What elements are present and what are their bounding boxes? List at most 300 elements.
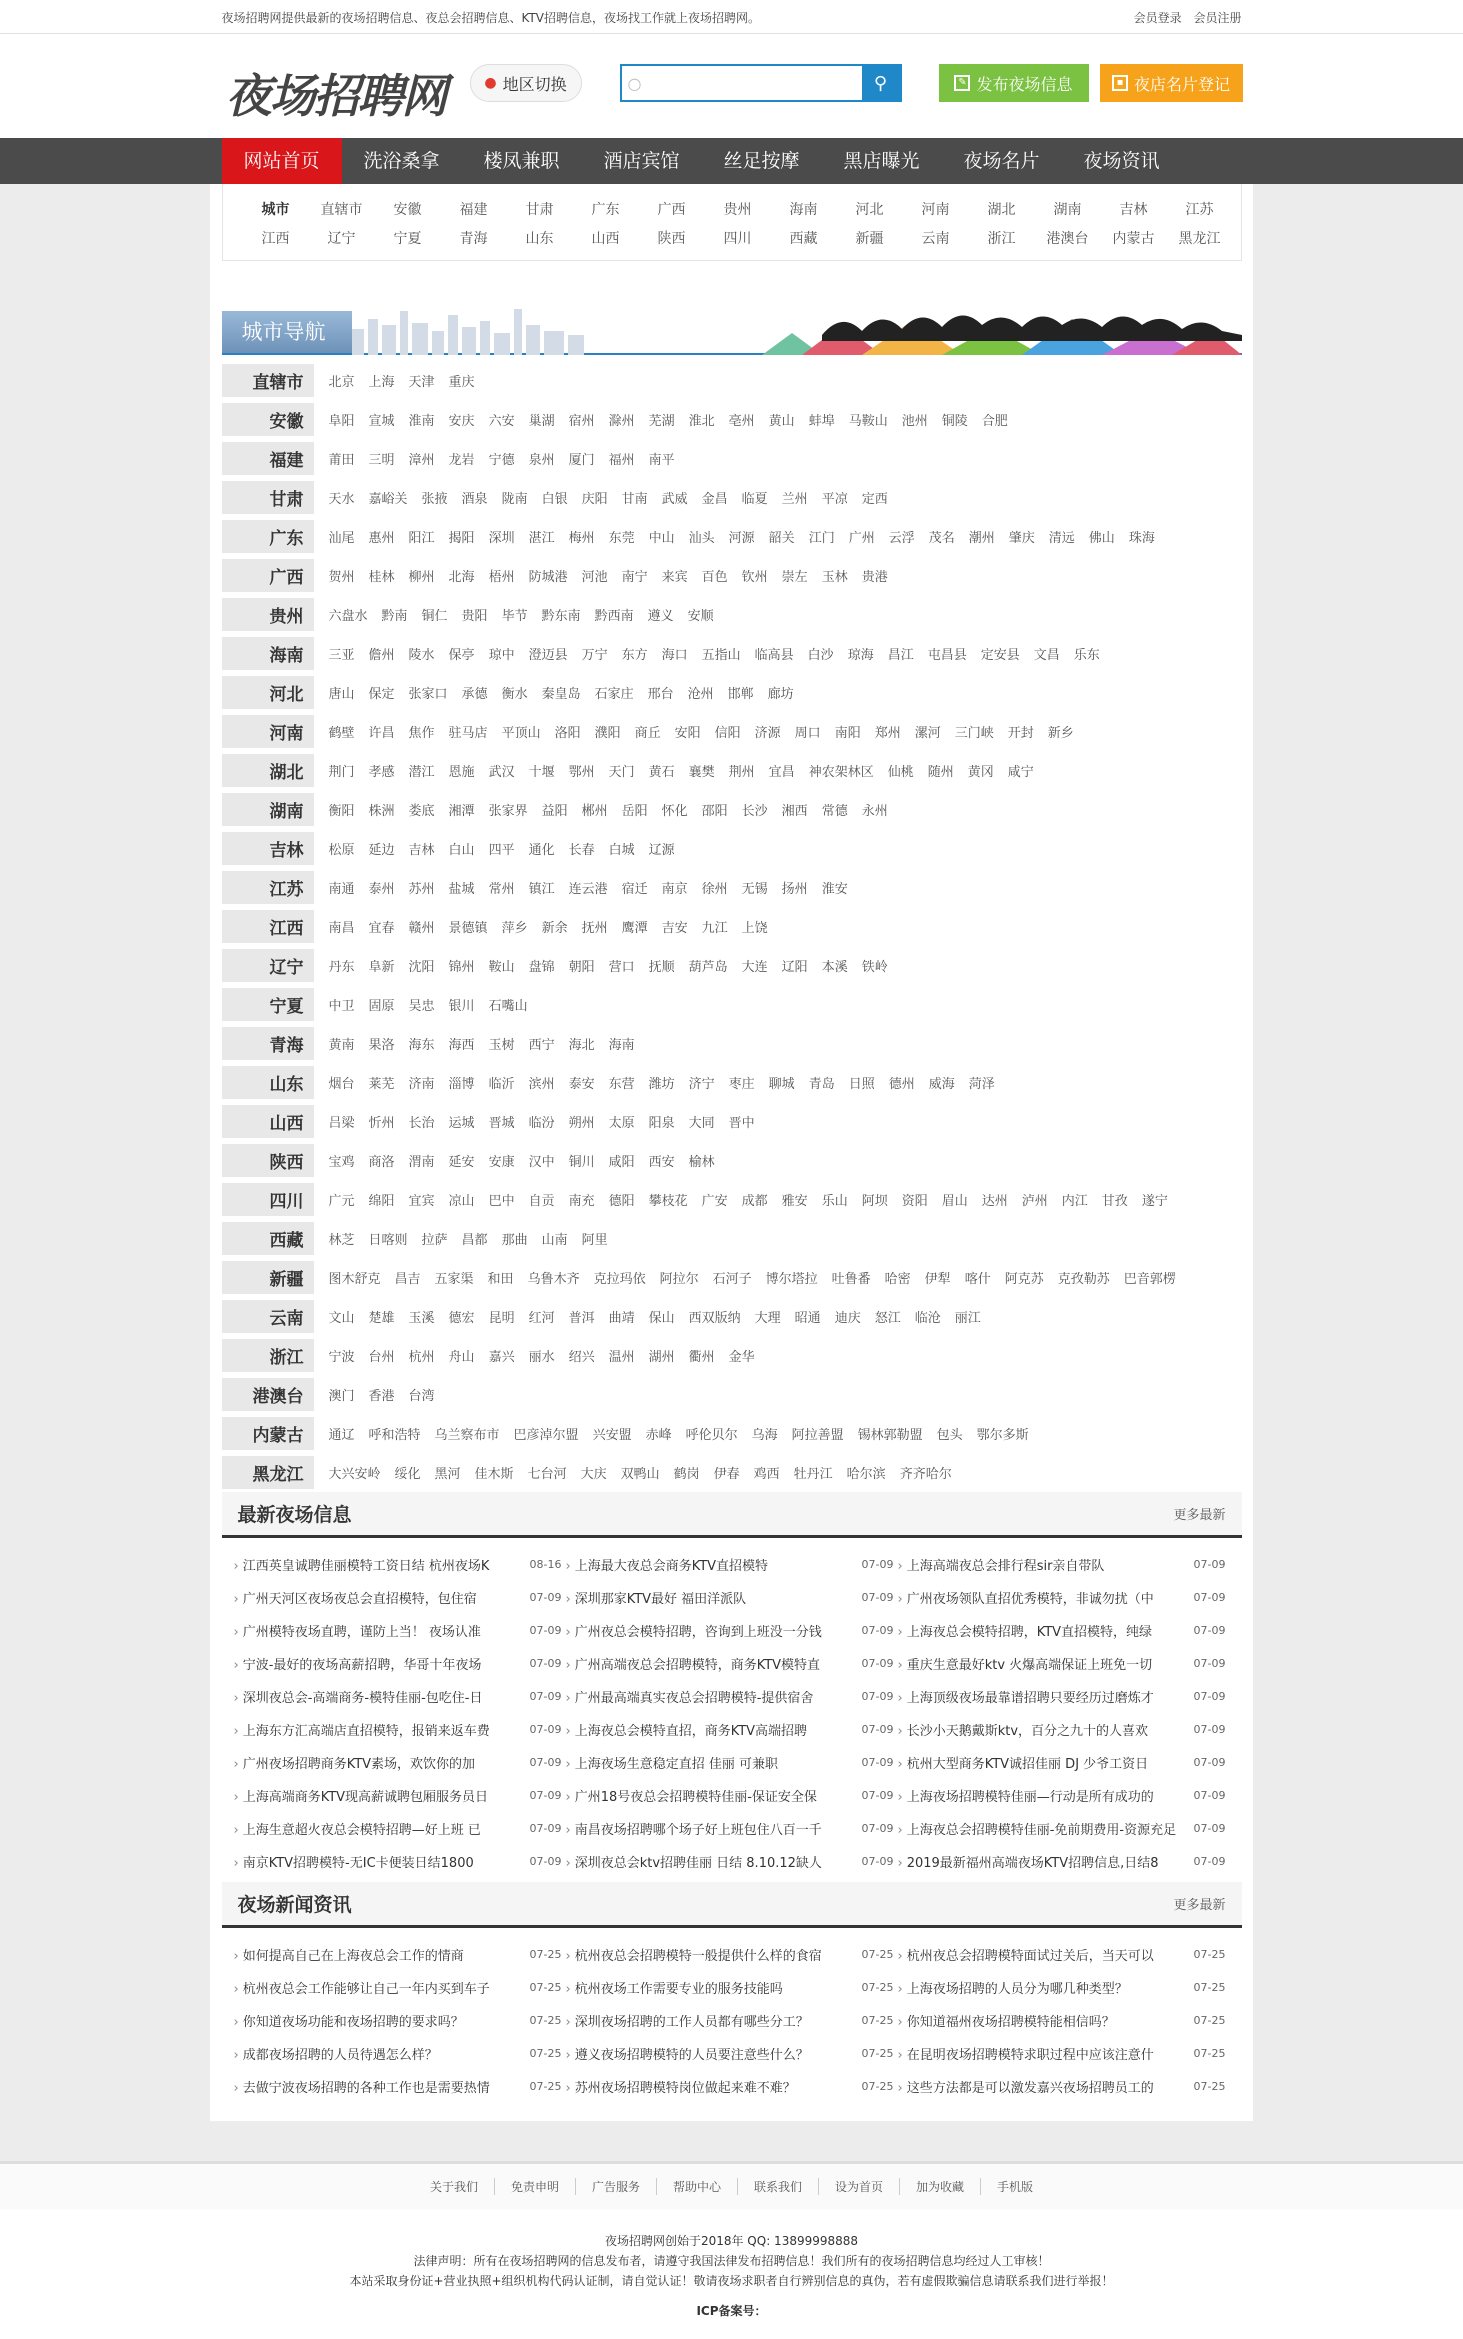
city-link[interactable]: 晋中	[728, 1116, 755, 1131]
city-bar-link[interactable]: 吉林	[1119, 201, 1148, 218]
province-name[interactable]: 湖北	[222, 754, 314, 787]
province-name[interactable]: 山东	[222, 1066, 314, 1099]
news-link[interactable]: › 杭州夜总会招聘模特面试过关后，当天可以	[898, 1945, 1170, 1964]
city-link[interactable]: 辽阳	[781, 960, 808, 975]
province-name[interactable]: 安徽	[222, 403, 314, 436]
province-name[interactable]: 江西	[222, 910, 314, 943]
city-link[interactable]: 曲靖	[608, 1311, 635, 1326]
city-link[interactable]: 自贡	[528, 1194, 555, 1209]
news-link[interactable]: › 成都夜场招聘的人员待遇怎么样？	[234, 2044, 506, 2063]
nav-item[interactable]: 丝足按摩	[723, 150, 800, 172]
city-link[interactable]: 遵义	[647, 609, 674, 624]
city-link[interactable]: 吕梁	[328, 1116, 355, 1131]
city-link[interactable]: 唐山	[328, 687, 355, 702]
city-link[interactable]: 惠州	[368, 531, 395, 546]
city-link[interactable]: 抚顺	[648, 960, 675, 975]
news-link[interactable]: › 深圳夜总会ktv招聘佳丽 日结 8.10.12缺人	[566, 1852, 838, 1871]
card-register-button[interactable]	[1100, 64, 1243, 102]
city-link[interactable]: 蚌埠	[808, 414, 835, 429]
province-name[interactable]: 西藏	[222, 1222, 314, 1255]
nav-item[interactable]: 酒店宾馆	[603, 150, 680, 172]
city-link[interactable]: 赤峰	[645, 1428, 672, 1443]
city-link[interactable]: 常德	[821, 804, 848, 819]
city-bar-link[interactable]: 江西	[261, 230, 290, 247]
city-link[interactable]: 泰州	[368, 882, 395, 897]
city-link[interactable]: 贺州	[328, 570, 355, 585]
city-link[interactable]: 烟台	[328, 1077, 355, 1092]
city-link[interactable]: 张家口	[408, 687, 448, 702]
city-link[interactable]: 防城港	[528, 570, 568, 585]
city-link[interactable]: 崇左	[781, 570, 808, 585]
province-name[interactable]: 青海	[222, 1027, 314, 1060]
city-link[interactable]: 宣城	[368, 414, 395, 429]
city-link[interactable]: 保定	[368, 687, 395, 702]
city-link[interactable]: 池州	[901, 414, 928, 429]
city-link[interactable]: 天津	[408, 375, 435, 390]
province-name[interactable]: 辽宁	[222, 949, 314, 982]
region-switch-button[interactable]	[470, 64, 582, 102]
city-link[interactable]: 台州	[368, 1350, 395, 1365]
city-link[interactable]: 伊春	[713, 1467, 740, 1482]
news-link[interactable]: › 这些方法都是可以激发嘉兴夜场招聘员工的	[898, 2077, 1170, 2096]
city-link[interactable]: 忻州	[368, 1116, 395, 1131]
news-link[interactable]: › 你知道福州夜场招聘模特能相信吗？	[898, 2011, 1170, 2030]
city-link[interactable]: 汕尾	[328, 531, 355, 546]
city-link[interactable]: 南平	[648, 453, 675, 468]
search-icon[interactable]: ⚲	[862, 66, 900, 100]
city-link[interactable]: 信阳	[714, 726, 741, 741]
city-link[interactable]: 绵阳	[368, 1194, 395, 1209]
city-bar-link[interactable]: 黑龙江	[1178, 230, 1221, 247]
city-link[interactable]: 十堰	[528, 765, 555, 780]
city-link[interactable]: 五指山	[701, 648, 741, 663]
city-link[interactable]: 黔西南	[594, 609, 634, 624]
city-link[interactable]: 桂林	[368, 570, 395, 585]
city-link[interactable]: 松原	[328, 843, 355, 858]
city-link[interactable]: 鞍山	[488, 960, 515, 975]
city-link[interactable]: 乌鲁木齐	[527, 1272, 580, 1287]
city-link[interactable]: 丽江	[954, 1311, 981, 1326]
city-link[interactable]: 德州	[888, 1077, 915, 1092]
city-link[interactable]: 天门	[608, 765, 635, 780]
city-link[interactable]: 九江	[701, 921, 728, 936]
city-link[interactable]: 昌江	[887, 648, 914, 663]
news-link[interactable]: › 南京KTV招聘模特-无IC卡便装日结1800	[234, 1852, 506, 1871]
city-link[interactable]: 焦作	[408, 726, 435, 741]
city-link[interactable]: 温州	[608, 1350, 635, 1365]
city-link[interactable]: 安康	[488, 1155, 515, 1170]
footer-link[interactable]: 手机版	[997, 2180, 1034, 2194]
city-link[interactable]: 柳州	[408, 570, 435, 585]
news-link[interactable]: › 苏州夜场招聘模特岗位做起来难不难？	[566, 2077, 838, 2096]
city-link[interactable]: 本溪	[821, 960, 848, 975]
province-name[interactable]: 新疆	[222, 1261, 314, 1294]
city-link[interactable]: 五家渠	[434, 1272, 474, 1287]
province-name[interactable]: 河北	[222, 676, 314, 709]
city-link[interactable]: 巴中	[488, 1194, 515, 1209]
login-link[interactable]: 会员登录	[1133, 10, 1182, 25]
city-link[interactable]: 陵水	[408, 648, 435, 663]
city-link[interactable]: 阳江	[408, 531, 435, 546]
city-link[interactable]: 丽水	[528, 1350, 555, 1365]
city-link[interactable]: 厦门	[568, 453, 595, 468]
city-link[interactable]: 楚雄	[368, 1311, 395, 1326]
city-bar-link[interactable]: 浙江	[987, 230, 1016, 247]
province-name[interactable]: 黑龙江	[222, 1456, 314, 1489]
city-link[interactable]: 潍坊	[648, 1077, 675, 1092]
city-link[interactable]: 上海	[368, 375, 395, 390]
city-link[interactable]: 龙岩	[448, 453, 475, 468]
city-link[interactable]: 澄迈县	[528, 648, 568, 663]
city-link[interactable]: 铁岭	[861, 960, 888, 975]
city-link[interactable]: 文山	[328, 1311, 355, 1326]
nav-item[interactable]: 夜场名片	[963, 150, 1040, 172]
province-name[interactable]: 吉林	[222, 832, 314, 865]
city-link[interactable]: 宿迁	[621, 882, 648, 897]
city-link[interactable]: 赣州	[408, 921, 435, 936]
city-link[interactable]: 永州	[861, 804, 888, 819]
news-link[interactable]: › 上海夜场生意稳定直招 佳丽 可兼职	[566, 1753, 838, 1772]
city-link[interactable]: 运城	[448, 1116, 475, 1131]
city-bar-link[interactable]: 福建	[459, 201, 488, 218]
city-link[interactable]: 安庆	[448, 414, 475, 429]
city-link[interactable]: 毕节	[501, 609, 528, 624]
city-link[interactable]: 济源	[754, 726, 781, 741]
city-link[interactable]: 台湾	[408, 1389, 435, 1404]
city-link[interactable]: 宜春	[368, 921, 395, 936]
city-link[interactable]: 南京	[661, 882, 688, 897]
city-link[interactable]: 北海	[448, 570, 475, 585]
city-link[interactable]: 普洱	[568, 1311, 595, 1326]
city-link[interactable]: 和田	[487, 1272, 514, 1287]
news-link[interactable]: › 在昆明夜场招聘模特求职过程中应该注意什	[898, 2044, 1170, 2063]
city-link[interactable]: 辽源	[648, 843, 675, 858]
city-link[interactable]: 黄石	[648, 765, 675, 780]
city-link[interactable]: 榆林	[688, 1155, 715, 1170]
city-link[interactable]: 河源	[728, 531, 755, 546]
city-link[interactable]: 阿拉尔	[659, 1272, 699, 1287]
city-bar-link[interactable]: 安徽	[393, 201, 422, 218]
city-link[interactable]: 合肥	[981, 414, 1008, 429]
city-bar-link[interactable]: 山西	[591, 230, 620, 247]
city-link[interactable]: 青岛	[808, 1077, 835, 1092]
city-link[interactable]: 呼和浩特	[368, 1428, 421, 1443]
city-link[interactable]: 西双版纳	[688, 1311, 741, 1326]
city-link[interactable]: 长治	[408, 1116, 435, 1131]
city-link[interactable]: 淮安	[821, 882, 848, 897]
city-bar-link[interactable]: 山东	[525, 230, 554, 247]
city-link[interactable]: 黄南	[328, 1038, 355, 1053]
city-link[interactable]: 定西	[861, 492, 888, 507]
city-link[interactable]: 甘孜	[1101, 1194, 1128, 1209]
news-link[interactable]: › 上海高端商务KTV现高薪诚聘包厢服务员日	[234, 1786, 506, 1805]
city-link[interactable]: 大同	[688, 1116, 715, 1131]
city-link[interactable]: 鸡西	[753, 1467, 780, 1482]
city-link[interactable]: 岳阳	[621, 804, 648, 819]
city-link[interactable]: 通辽	[328, 1428, 355, 1443]
city-link[interactable]: 林芝	[328, 1233, 355, 1248]
city-link[interactable]: 葫芦岛	[688, 960, 728, 975]
city-link[interactable]: 广州	[848, 531, 875, 546]
city-link[interactable]: 洛阳	[554, 726, 581, 741]
province-name[interactable]: 山西	[222, 1105, 314, 1138]
city-link[interactable]: 随州	[927, 765, 954, 780]
city-link[interactable]: 湖州	[648, 1350, 675, 1365]
city-link[interactable]: 眉山	[941, 1194, 968, 1209]
city-link[interactable]: 梅州	[568, 531, 595, 546]
city-bar-link[interactable]: 湖南	[1053, 201, 1082, 218]
publish-info-button[interactable]	[939, 64, 1089, 102]
city-link[interactable]: 通化	[528, 843, 555, 858]
city-link[interactable]: 南充	[568, 1194, 595, 1209]
city-link[interactable]: 包头	[936, 1428, 963, 1443]
city-link[interactable]: 东营	[608, 1077, 635, 1092]
city-link[interactable]: 宝鸡	[328, 1155, 355, 1170]
city-link[interactable]: 贵阳	[461, 609, 488, 624]
city-link[interactable]: 香港	[368, 1389, 395, 1404]
city-link[interactable]: 百色	[701, 570, 728, 585]
city-link[interactable]: 景德镇	[448, 921, 488, 936]
city-link[interactable]: 滨州	[528, 1077, 555, 1092]
news-link[interactable]: › 广州夜总会模特招聘，咨询到上班没一分钱	[566, 1621, 838, 1640]
city-link[interactable]: 武汉	[488, 765, 515, 780]
city-link[interactable]: 阿拉善盟	[791, 1428, 844, 1443]
city-link[interactable]: 拉萨	[421, 1233, 448, 1248]
city-link[interactable]: 大庆	[580, 1467, 607, 1482]
city-link[interactable]: 枣庄	[728, 1077, 755, 1092]
city-link[interactable]: 新乡	[1047, 726, 1074, 741]
city-link[interactable]: 杭州	[408, 1350, 435, 1365]
province-name[interactable]: 浙江	[222, 1339, 314, 1372]
news-link[interactable]: › 广州夜场领队直招优秀模特，非诚勿扰（中	[898, 1588, 1170, 1607]
city-link[interactable]: 开封	[1007, 726, 1034, 741]
city-bar-link[interactable]: 青海	[459, 230, 488, 247]
city-link[interactable]: 宁德	[488, 453, 515, 468]
city-link[interactable]: 中山	[648, 531, 675, 546]
city-link[interactable]: 济宁	[688, 1077, 715, 1092]
city-bar-link[interactable]: 宁夏	[393, 230, 422, 247]
city-link[interactable]: 三明	[368, 453, 395, 468]
city-link[interactable]: 周口	[794, 726, 821, 741]
news-link[interactable]: › 宁波-最好的夜场高薪招聘，华哥十年夜场	[234, 1654, 506, 1673]
city-link[interactable]: 商丘	[634, 726, 661, 741]
city-link[interactable]: 淄博	[448, 1077, 475, 1092]
city-link[interactable]: 苏州	[408, 882, 435, 897]
city-bar-link[interactable]: 四川	[723, 230, 752, 247]
city-link[interactable]: 济南	[408, 1077, 435, 1092]
city-link[interactable]: 延边	[368, 843, 395, 858]
city-link[interactable]: 乐山	[821, 1194, 848, 1209]
city-bar-link[interactable]: 内蒙古	[1112, 230, 1155, 247]
city-bar-link[interactable]: 河北	[855, 201, 884, 218]
city-link[interactable]: 鄂尔多斯	[976, 1428, 1029, 1443]
city-link[interactable]: 德阳	[608, 1194, 635, 1209]
city-link[interactable]: 庆阳	[581, 492, 608, 507]
city-link[interactable]: 威海	[928, 1077, 955, 1092]
city-bar-link[interactable]: 贵州	[723, 201, 752, 218]
news-link[interactable]: › 上海夜场招聘模特佳丽—行动是所有成功的	[898, 1786, 1170, 1805]
city-link[interactable]: 盐城	[448, 882, 475, 897]
city-link[interactable]: 萍乡	[501, 921, 528, 936]
news-link[interactable]: › 广州高端夜总会招聘模特，商务KTV模特直	[566, 1654, 838, 1673]
city-link[interactable]: 东莞	[608, 531, 635, 546]
register-link[interactable]: 会员注册	[1193, 10, 1242, 25]
province-name[interactable]: 江苏	[222, 871, 314, 904]
city-link[interactable]: 白山	[448, 843, 475, 858]
city-link[interactable]: 遂宁	[1141, 1194, 1168, 1209]
city-link[interactable]: 甘南	[621, 492, 648, 507]
city-link[interactable]: 云浮	[888, 531, 915, 546]
city-link[interactable]: 吉安	[661, 921, 688, 936]
city-link[interactable]: 佳木斯	[474, 1467, 514, 1482]
city-link[interactable]: 日喀则	[368, 1233, 408, 1248]
news-link[interactable]: › 杭州大型商务KTV诚招佳丽 DJ 少爷工资日	[898, 1753, 1170, 1772]
city-link[interactable]: 海西	[448, 1038, 475, 1053]
city-link[interactable]: 潮州	[968, 531, 995, 546]
city-link[interactable]: 吐鲁番	[831, 1272, 871, 1287]
city-link[interactable]: 徐州	[701, 882, 728, 897]
city-link[interactable]: 铜仁	[421, 609, 448, 624]
city-link[interactable]: 铜川	[568, 1155, 595, 1170]
city-link[interactable]: 珠海	[1128, 531, 1155, 546]
city-link[interactable]: 屯昌县	[927, 648, 967, 663]
city-link[interactable]: 乌兰察布市	[434, 1428, 500, 1443]
city-link[interactable]: 荆门	[328, 765, 355, 780]
city-link[interactable]: 衡阳	[328, 804, 355, 819]
city-link[interactable]: 阿坝	[861, 1194, 888, 1209]
city-link[interactable]: 昌吉	[394, 1272, 421, 1287]
city-link[interactable]: 山南	[541, 1233, 568, 1248]
city-link[interactable]: 河池	[581, 570, 608, 585]
city-link[interactable]: 茂名	[928, 531, 955, 546]
city-bar-link[interactable]: 广西	[657, 201, 686, 218]
news-link[interactable]: › 广州18号夜总会招聘模特佳丽-保证安全保	[566, 1786, 838, 1805]
city-link[interactable]: 乐东	[1073, 648, 1100, 663]
city-link[interactable]: 阿克苏	[1004, 1272, 1044, 1287]
city-link[interactable]: 金昌	[701, 492, 728, 507]
city-link[interactable]: 沧州	[687, 687, 714, 702]
city-link[interactable]: 白城	[608, 843, 635, 858]
city-link[interactable]: 安阳	[674, 726, 701, 741]
city-link[interactable]: 哈密	[884, 1272, 911, 1287]
city-link[interactable]: 琼中	[488, 648, 515, 663]
city-link[interactable]: 大兴安岭	[328, 1467, 381, 1482]
footer-link[interactable]: 关于我们	[414, 2178, 495, 2195]
city-link[interactable]: 石河子	[712, 1272, 752, 1287]
city-link[interactable]: 佛山	[1088, 531, 1115, 546]
city-link[interactable]: 大连	[741, 960, 768, 975]
city-bar-link[interactable]: 陕西	[657, 230, 686, 247]
city-link[interactable]: 漳州	[408, 453, 435, 468]
city-link[interactable]: 承德	[461, 687, 488, 702]
city-bar-link[interactable]: 港澳台	[1046, 230, 1089, 247]
city-link[interactable]: 渭南	[408, 1155, 435, 1170]
news-link[interactable]: › 深圳夜总会-高端商务-模特佳丽-包吃住-日	[234, 1687, 506, 1706]
city-link[interactable]: 铜陵	[941, 414, 968, 429]
city-link[interactable]: 兴安盟	[592, 1428, 632, 1443]
city-link[interactable]: 湘西	[781, 804, 808, 819]
city-link[interactable]: 南宁	[621, 570, 648, 585]
city-link[interactable]: 成都	[741, 1194, 768, 1209]
city-link[interactable]: 绥化	[394, 1467, 421, 1482]
city-link[interactable]: 玉树	[488, 1038, 515, 1053]
province-name[interactable]: 河南	[222, 715, 314, 748]
city-link[interactable]: 来宾	[661, 570, 688, 585]
city-link[interactable]: 果洛	[368, 1038, 395, 1053]
city-link[interactable]: 昌都	[461, 1233, 488, 1248]
city-link[interactable]: 神农架林区	[808, 765, 874, 780]
news-link[interactable]: › 2019最新福州高端夜场KTV招聘信息,日结8	[898, 1852, 1170, 1871]
city-link[interactable]: 长春	[568, 843, 595, 858]
city-link[interactable]: 克拉玛依	[593, 1272, 646, 1287]
city-link[interactable]: 驻马店	[448, 726, 488, 741]
city-link[interactable]: 资阳	[901, 1194, 928, 1209]
city-bar-link[interactable]: 湖北	[987, 201, 1016, 218]
province-name[interactable]: 云南	[222, 1300, 314, 1333]
city-link[interactable]: 钦州	[741, 570, 768, 585]
city-link[interactable]: 揭阳	[448, 531, 475, 546]
city-link[interactable]: 三亚	[328, 648, 355, 663]
city-link[interactable]: 鄂州	[568, 765, 595, 780]
city-link[interactable]: 攀枝花	[648, 1194, 688, 1209]
city-link[interactable]: 红河	[528, 1311, 555, 1326]
news-link[interactable]: › 去做宁波夜场招聘的各种工作也是需要热情	[234, 2077, 506, 2096]
city-link[interactable]: 那曲	[501, 1233, 528, 1248]
city-link[interactable]: 天水	[328, 492, 355, 507]
city-link[interactable]: 营口	[608, 960, 635, 975]
city-link[interactable]: 衢州	[688, 1350, 715, 1365]
city-link[interactable]: 海口	[661, 648, 688, 663]
city-link[interactable]: 临夏	[741, 492, 768, 507]
city-link[interactable]: 呼伦贝尔	[685, 1428, 738, 1443]
news-link[interactable]: › 广州最高端真实夜总会招聘模特-提供宿舍	[566, 1687, 838, 1706]
city-link[interactable]: 贵港	[861, 570, 888, 585]
city-link[interactable]: 清远	[1048, 531, 1075, 546]
city-link[interactable]: 大理	[754, 1311, 781, 1326]
city-link[interactable]: 福州	[608, 453, 635, 468]
city-link[interactable]: 三门峡	[954, 726, 994, 741]
city-link[interactable]: 太原	[608, 1116, 635, 1131]
city-link[interactable]: 黑河	[434, 1467, 461, 1482]
news-link[interactable]: › 上海夜总会招聘模特佳丽-免前期费用-资源充足	[898, 1819, 1170, 1838]
city-link[interactable]: 南阳	[834, 726, 861, 741]
footer-link[interactable]: 设为首页	[819, 2178, 900, 2195]
city-link[interactable]: 聊城	[768, 1077, 795, 1092]
city-link[interactable]: 海南	[608, 1038, 635, 1053]
city-link[interactable]: 扬州	[781, 882, 808, 897]
city-link[interactable]: 玉林	[821, 570, 848, 585]
news-link[interactable]: › 江西英皇诚聘佳丽模特工资日结 杭州夜场K	[234, 1555, 506, 1574]
city-link[interactable]: 株洲	[368, 804, 395, 819]
city-link[interactable]: 恩施	[448, 765, 475, 780]
news-link[interactable]: › 广州模特夜场直聘，谨防上当！ 夜场认准	[234, 1621, 506, 1640]
city-link[interactable]: 长沙	[741, 804, 768, 819]
news-link[interactable]: › 遵义夜场招聘模特的人员要注意些什么？	[566, 2044, 838, 2063]
city-link[interactable]: 镇江	[528, 882, 555, 897]
city-bar-link[interactable]: 海南	[789, 201, 818, 218]
city-link[interactable]: 巴音郭楞	[1123, 1272, 1176, 1287]
city-link[interactable]: 泉州	[528, 453, 555, 468]
city-link[interactable]: 益阳	[541, 804, 568, 819]
site-logo[interactable]: 夜场招聘网	[225, 69, 446, 123]
footer-link[interactable]: 帮助中心	[657, 2178, 738, 2195]
city-link[interactable]: 白银	[541, 492, 568, 507]
city-link[interactable]: 淮南	[408, 414, 435, 429]
city-link[interactable]: 广安	[701, 1194, 728, 1209]
city-link[interactable]: 汕头	[688, 531, 715, 546]
city-link[interactable]: 六盘水	[328, 609, 368, 624]
city-link[interactable]: 衡水	[501, 687, 528, 702]
